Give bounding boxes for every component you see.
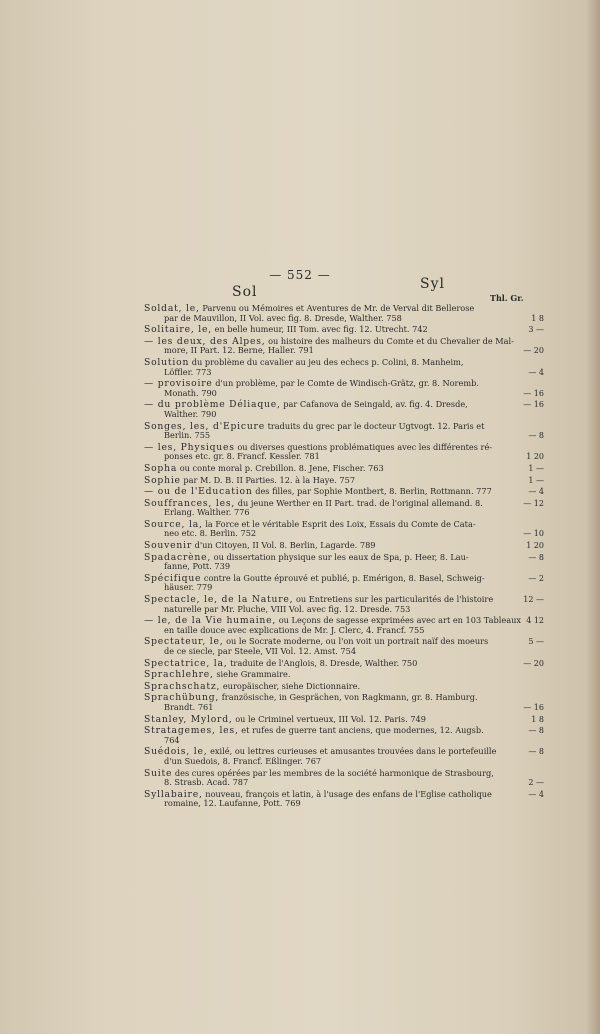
- entry-text: par Cafanova de Seingald, av. fig. 4. Dresde,: [283, 399, 468, 410]
- entry-continuation-line: [144, 368, 536, 378]
- entry-lemma: Syllabaire,: [144, 788, 203, 800]
- entry-lemma: Songes, les, d'Epicure: [144, 420, 265, 432]
- entry-lemma: Soldat, le,: [144, 303, 200, 314]
- entry-text: par de Mauvillon, II Vol. avec fig. 8. Dresde, Walther. 758: [164, 312, 402, 323]
- entry-text: siehe Grammaire.: [216, 669, 291, 680]
- catalogue-entry: [144, 335, 544, 356]
- entry-price: 1 8: [531, 313, 544, 323]
- entry-text: en belle humeur, III Tom. avec fig. 12. Utrecht. 742: [214, 324, 428, 335]
- entry-continuation-line: [144, 605, 536, 615]
- entry-text: traduits du grec par le docteur Ugtvogt. 12. Paris et: [267, 420, 485, 431]
- entry-price: — 16: [523, 388, 544, 398]
- catalogue-entry: [144, 594, 544, 614]
- entry-text: des filles, par Sophie Montbert, 8. Berlin, Rottmann. 777: [255, 486, 492, 497]
- entry-text: fanne, Pott. 739: [164, 561, 231, 572]
- entry-continuation-line: [144, 647, 536, 657]
- entry-continuation-line: [144, 626, 536, 636]
- entry-price: 3 —: [528, 325, 544, 335]
- entry-lemma: — les deux, des Alpes,: [144, 335, 266, 347]
- entry-text: ou conte moral p. Crebillon. 8. Jene, Fischer. 763: [179, 462, 384, 473]
- entry-text: häuser. 779: [164, 582, 213, 593]
- entry-text: ou Entretiens sur les particularités de l'histoire: [295, 594, 494, 605]
- catalogue-entries: [144, 303, 544, 811]
- entry-continuation-line: [144, 799, 536, 809]
- entry-text: ou histoire des malheurs du Comte et du Chevalier de Mal-: [268, 335, 514, 346]
- entry-text: 764: [164, 734, 180, 745]
- entry-lemma: Spécifique: [144, 572, 202, 584]
- entry-price: — 4: [528, 367, 544, 377]
- catalogue-entry: [144, 441, 544, 462]
- entry-first-line: [144, 487, 536, 497]
- entry-lemma: Suédois, le,: [144, 746, 208, 758]
- entry-lemma: — provisoire: [144, 378, 213, 390]
- entry-first-line: [144, 541, 536, 551]
- entry-text: Erlang. Walther. 776: [164, 507, 250, 518]
- entry-text: nouveau, françois et latin, à l'usage des enfans de l'Eglise catholique: [205, 788, 492, 799]
- entry-lemma: Solitaire, le,: [144, 324, 212, 336]
- entry-text: des cures opérées par les membres de la société harmonique de Strasbourg,: [174, 767, 494, 778]
- catalogue-entry: [144, 378, 544, 398]
- entry-lemma: Spectateur, le,: [144, 636, 224, 648]
- entry-continuation-line: [144, 736, 536, 746]
- entry-continuation-line: [144, 778, 536, 788]
- catalogue-entry: [144, 462, 544, 474]
- entry-lemma: Sophie: [144, 474, 181, 486]
- entry-lemma: — ou de l'Education: [144, 486, 253, 498]
- entry-price: 12 —: [523, 595, 544, 605]
- entry-price: — 8: [528, 431, 544, 441]
- entry-text: europäischer, siehe Dictionnaire.: [222, 680, 361, 691]
- currency-column-header: Thl. Gr.: [490, 293, 524, 303]
- entry-first-line: [144, 659, 536, 669]
- entry-text: exilé, ou lettres curieuses et amusantes trouvées dans le portefeuille: [210, 746, 497, 757]
- entry-continuation-line: [144, 562, 536, 572]
- entry-continuation-line: [144, 529, 536, 539]
- entry-lemma: Souvenir: [144, 540, 193, 552]
- catalogue-entry: [144, 324, 544, 336]
- entry-continuation-line: [144, 410, 536, 420]
- entry-price: — 12: [523, 498, 544, 508]
- running-head-right: Syl: [420, 276, 445, 292]
- entry-text: de ce siecle, par Steele, VII Vol. 12. Amst. 754: [164, 646, 357, 656]
- entry-text: traduite de l'Anglois, 8. Dresde, Walther. 750: [230, 657, 418, 668]
- catalogue-entry: [144, 486, 544, 498]
- entry-price: 2 —: [528, 778, 544, 788]
- entry-lemma: Stratagemes, les,: [144, 725, 239, 737]
- entry-text: Berlin. 755: [164, 430, 211, 441]
- entry-text: ou le Criminel vertueux, III Vol. 12. Paris. 749: [235, 713, 426, 724]
- catalogue-entry: [144, 788, 544, 809]
- catalogue-entry: [144, 636, 544, 656]
- entry-lemma: Suite: [144, 767, 173, 779]
- entry-text: Löffler. 773: [164, 366, 212, 377]
- entry-lemma: Source, la,: [144, 518, 203, 530]
- page-number: — 552 —: [269, 268, 331, 282]
- entry-text: ou Leçons de sagesse exprimées avec art en 103 Tableaux: [278, 615, 521, 626]
- entry-text: more, II Part. 12. Berne, Haller. 791: [164, 345, 314, 356]
- entry-continuation-line: [144, 431, 536, 441]
- catalogue-entry: [144, 420, 544, 441]
- entry-price: 1 —: [528, 463, 544, 473]
- entry-lemma: Sprachübung,: [144, 692, 220, 704]
- entry-text: du problème du cavalier au jeu des echecs p. Colini, 8. Manheim,: [191, 356, 464, 367]
- entry-text: ou diverses questions problématiques avec les différentes ré-: [237, 441, 493, 452]
- entry-price: 4 12: [526, 616, 544, 626]
- entry-first-line: [144, 682, 536, 692]
- catalogue-entry: [144, 713, 544, 725]
- entry-text: la Force et le véritable Esprit des Loix, Essais du Comte de Cata-: [205, 518, 476, 529]
- entry-price: 1 8: [531, 714, 544, 724]
- catalogue-entry: [144, 356, 544, 377]
- entry-continuation-line: [144, 757, 536, 767]
- entry-text: Monath. 790: [164, 387, 217, 398]
- catalogue-entry: [144, 551, 544, 572]
- entry-lemma: Stanley, Mylord,: [144, 713, 233, 725]
- entry-text: et rufes de guerre tant anciens, que modernes, 12. Augsb.: [241, 725, 484, 736]
- entry-text: d'un problème, par le Comte de Windisch-Grätz, gr. 8. Noremb.: [215, 378, 479, 389]
- entry-first-line: [144, 464, 536, 474]
- catalogue-entry: [144, 474, 544, 486]
- entry-first-line: [144, 325, 536, 335]
- entry-text: neo etc. 8. Berlin. 752: [164, 528, 257, 539]
- entry-price: — 2: [528, 573, 544, 583]
- catalogue-entry: [144, 725, 544, 745]
- entry-text: naturelle par Mr. Pluche, VIII Vol. avec fig. 12. Dresde. 753: [164, 603, 411, 614]
- entry-lemma: Solution: [144, 356, 190, 368]
- entry-text: ou le Socrate moderne, ou l'on voit un portrait naïf des moeurs: [226, 636, 489, 647]
- entry-text: en taille douce avec explications de Mr. J. Clerc, 4. Francf. 755: [164, 624, 425, 635]
- entry-price: — 10: [523, 529, 544, 539]
- entry-price: 1 —: [528, 475, 544, 485]
- entry-lemma: Spectatrice, la,: [144, 657, 228, 669]
- entry-continuation-line: [144, 452, 536, 462]
- entry-text: französische, in Gesprächen, von Ragkmann, gr. 8. Hamburg.: [221, 692, 478, 703]
- catalogue-entry: [144, 303, 544, 323]
- entry-continuation-line: [144, 314, 536, 324]
- entry-text: ou dissertation physique sur les eaux de Spa, p. Heer, 8. Lau-: [213, 551, 469, 562]
- entry-text: Walther. 790: [164, 408, 217, 419]
- entry-text: d'un Citoyen, II Vol. 8. Berlin, Lagarde. 789: [194, 540, 376, 551]
- catalogue-entry: [144, 670, 536, 680]
- entry-lemma: Spectacle, le, de la Nature,: [144, 594, 294, 606]
- entry-continuation-line: [144, 346, 536, 356]
- entry-text: 8. Strasb. Acad. 787: [164, 777, 249, 788]
- entry-text: Parvenu ou Mémoires et Aventures de Mr. de Verval dit Bellerose: [202, 303, 475, 313]
- entry-price: — 8: [528, 726, 544, 736]
- entry-text: Brandt. 761: [164, 701, 214, 712]
- entry-continuation-line: [144, 703, 536, 713]
- catalogue-entry: [144, 657, 544, 669]
- entry-price: — 20: [523, 658, 544, 668]
- entry-price: — 4: [528, 487, 544, 497]
- catalogue-entry: [144, 540, 544, 552]
- running-head-left: Sol: [232, 284, 258, 300]
- catalogue-entry: [144, 682, 536, 692]
- entry-lemma: Sprachlehre,: [144, 669, 214, 681]
- catalogue-entry: [144, 746, 544, 766]
- entry-price: 1 20: [526, 541, 544, 551]
- entry-price: — 16: [523, 400, 544, 410]
- entry-first-line: [144, 476, 536, 486]
- entry-lemma: Spadacrène,: [144, 551, 212, 563]
- entry-first-line: [144, 670, 536, 680]
- catalogue-entry: [144, 572, 544, 593]
- catalogue-entry: [144, 518, 544, 539]
- entry-price: — 8: [528, 747, 544, 757]
- entry-lemma: Sprachschatz,: [144, 680, 221, 692]
- entry-price: — 4: [528, 789, 544, 799]
- entry-lemma: — le, de la Vie humaine,: [144, 615, 277, 627]
- catalogue-entry: [144, 615, 544, 635]
- catalogue-entry: [144, 497, 544, 518]
- entry-lemma: Souffrances, les,: [144, 497, 236, 509]
- catalogue-entry: [144, 692, 544, 712]
- entry-text: du jeune Werther en II Part. trad. de l'original allemand. 8.: [237, 497, 483, 508]
- entry-price: 5 —: [528, 637, 544, 647]
- entry-first-line: [144, 726, 536, 736]
- entry-text: par M. D. B. II Parties. 12. à la Haye. 757: [183, 474, 356, 485]
- entry-continuation-line: [144, 389, 536, 399]
- entry-lemma: — les, Physiques: [144, 441, 235, 453]
- entry-text: romaine, 12. Laufanne, Pott. 769: [164, 798, 301, 809]
- catalogue-entry: [144, 399, 544, 419]
- entry-price: — 16: [523, 702, 544, 712]
- entry-continuation-line: [144, 508, 536, 518]
- catalogue-entry: [144, 767, 544, 788]
- entry-lemma: Sopha: [144, 462, 178, 474]
- entry-text: d'un Suedois, 8. Francf. Eßlinger. 767: [164, 755, 322, 766]
- entry-price: — 20: [523, 346, 544, 356]
- entry-text: ponses etc. gr. 8. Francf. Kessler. 781: [164, 451, 320, 462]
- entry-lemma: — du problème Déliaque,: [144, 399, 281, 411]
- entry-continuation-line: [144, 583, 536, 593]
- entry-price: — 8: [528, 552, 544, 562]
- entry-price: 1 20: [526, 452, 544, 462]
- entry-text: contre la Goutte éprouvé et publié, p. Emérigon, 8. Basel, Schweig-: [203, 572, 485, 583]
- entry-first-line: [144, 715, 536, 725]
